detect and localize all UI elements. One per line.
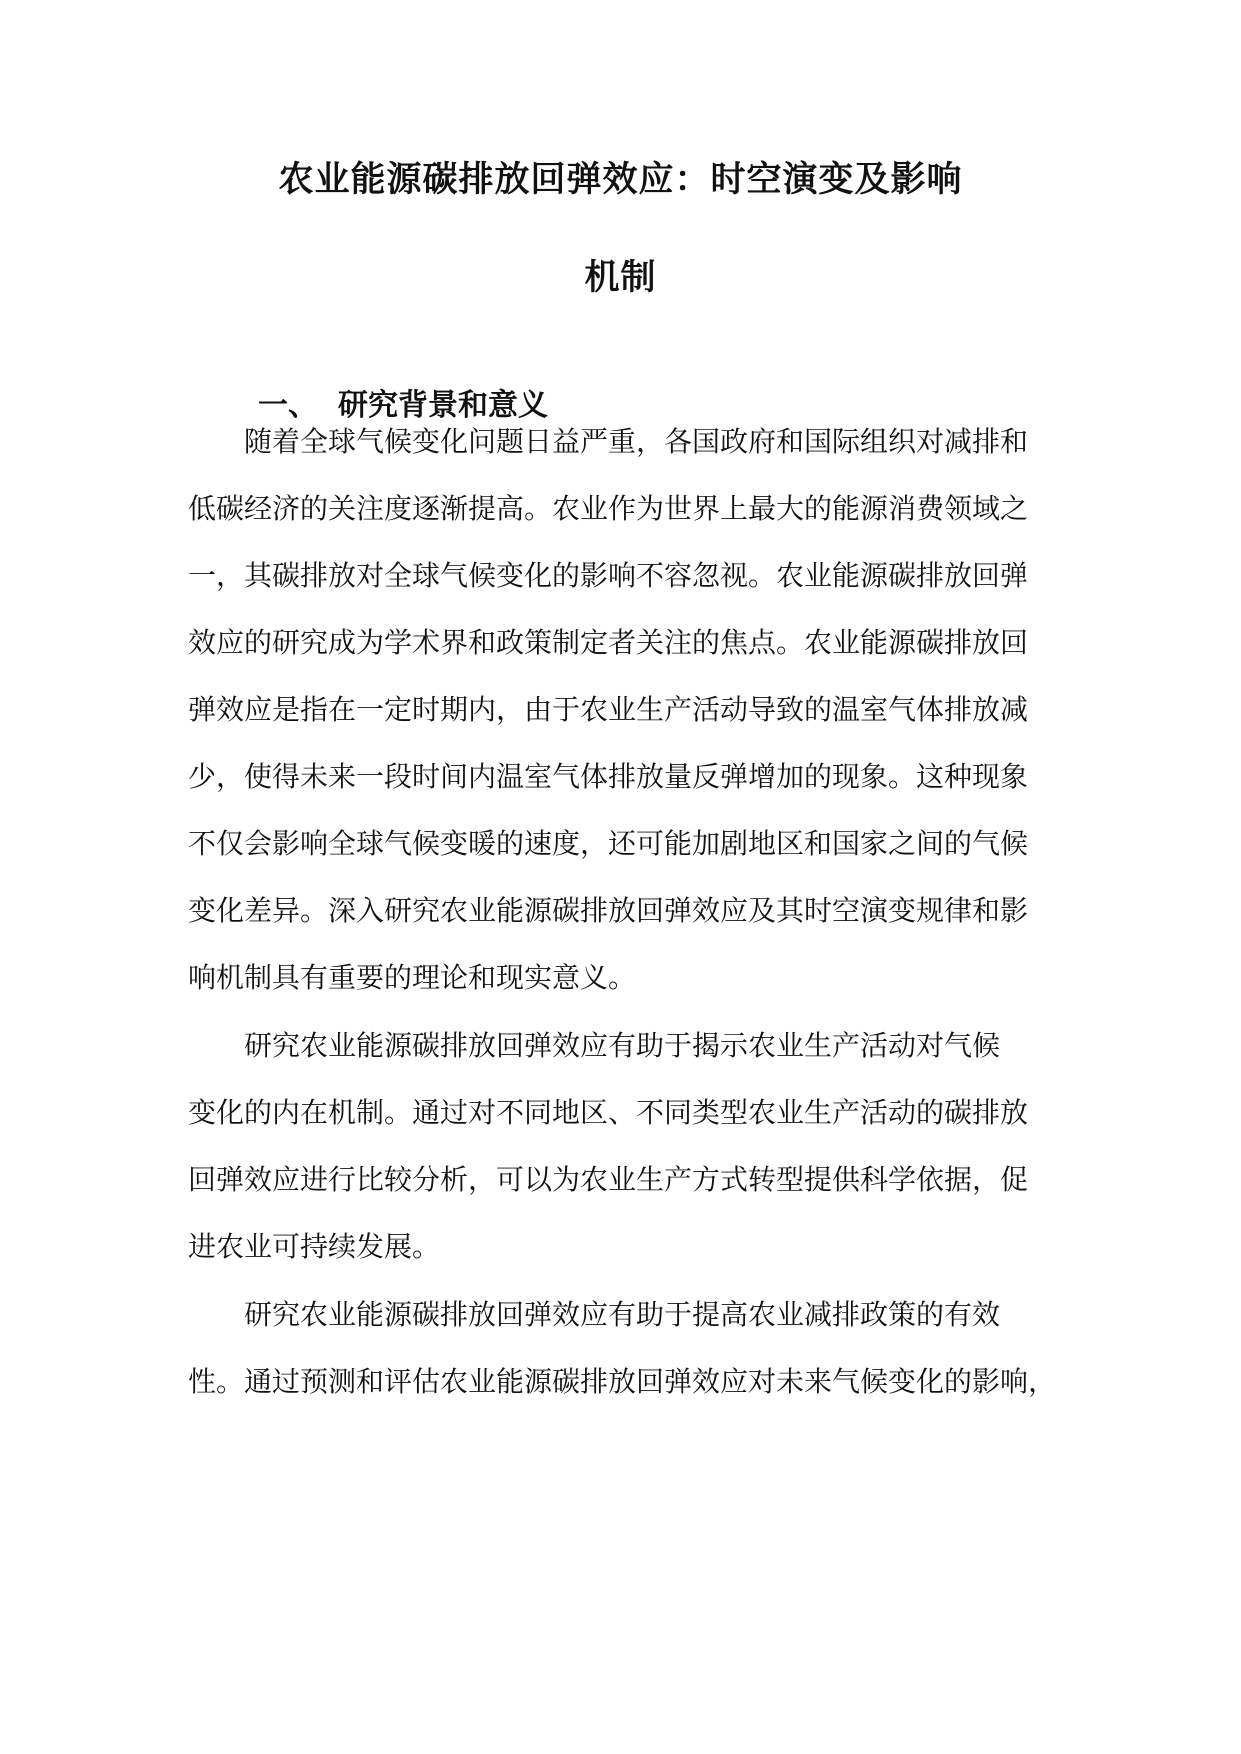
paragraph-1-line-3: 一，其碳排放对全球气候变化的影响不容忽视。农业能源碳排放回弹 — [188, 559, 1029, 592]
paragraph-2-line-2: 变化的内在机制。通过对不同地区、不同类型农业生产活动的碳排放 — [188, 1096, 1029, 1129]
paragraph-1-line-7: 不仅会影响全球气候变暖的速度，还可能加剧地区和国家之间的气候 — [188, 827, 1029, 860]
paragraph-3-line-2: 性。通过预测和评估农业能源碳排放回弹效应对未来气候变化的影响， — [188, 1365, 1057, 1398]
paragraph-2-line-4: 进农业可持续发展。 — [188, 1230, 441, 1263]
paragraph-1-line-4: 效应的研究成为学术界和政策制定者关注的焦点。农业能源碳排放回 — [188, 626, 1029, 659]
paragraph-1-line-6: 少，使得未来一段时间内温室气体排放量反弹增加的现象。这种现象 — [188, 760, 1029, 793]
paragraph-1-line-8: 变化差异。深入研究农业能源碳排放回弹效应及其时空演变规律和影 — [188, 894, 1029, 927]
section-title: 研究背景和意义 — [338, 388, 548, 423]
document-title-line-1: 农业能源碳排放回弹效应：时空演变及影响 — [278, 160, 963, 200]
paragraph-2-line-1: 研究农业能源碳排放回弹效应有助于揭示农业生产活动对气候 — [244, 1029, 1001, 1062]
paragraph-3-line-1: 研究农业能源碳排放回弹效应有助于提高农业减排政策的有效 — [244, 1298, 1001, 1331]
paragraph-1-line-5: 弹效应是指在一定时期内，由于农业生产活动导致的温室气体排放减 — [188, 693, 1029, 726]
paragraph-2-line-3: 回弹效应进行比较分析，可以为农业生产方式转型提供科学依据，促 — [188, 1163, 1029, 1196]
paragraph-1-line-9: 响机制具有重要的理论和现实意义。 — [188, 961, 637, 994]
section-heading — [258, 380, 548, 424]
document-title-line-2: 机制 — [584, 258, 657, 298]
paragraph-1-line-2: 低碳经济的关注度逐渐提高。农业作为世界上最大的能源消费领域之 — [188, 492, 1029, 525]
paragraph-1-line-1: 随着全球气候变化问题日益严重，各国政府和国际组织对减排和 — [244, 425, 1029, 458]
section-number: 一、 — [258, 388, 318, 423]
